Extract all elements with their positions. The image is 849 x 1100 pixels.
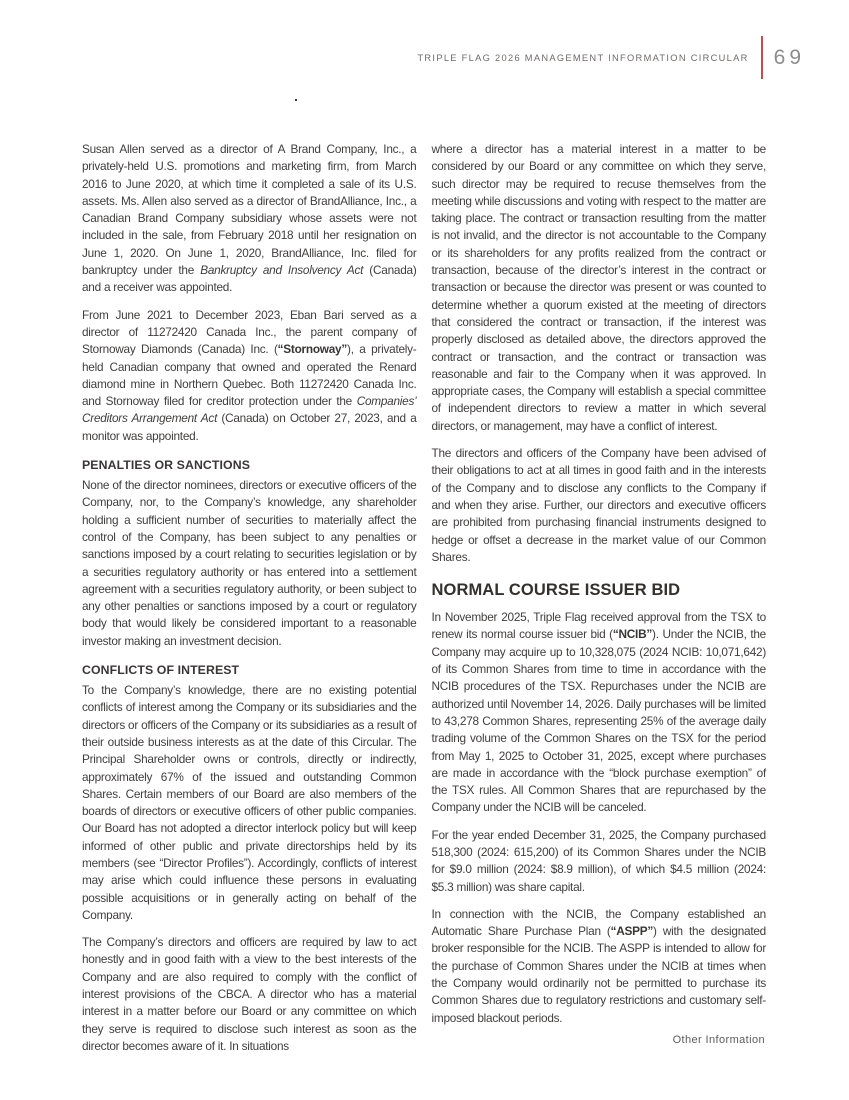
paragraph <box>432 827 767 896</box>
text-run: The Company’s directors and officers are required by law to act honestly and in good faith with a view to the best interests of the Company and are also required to comply with the conflict of interest provisions of the CBCA. A director who has a material interest in a matter before our Board or any committee on which they serve is required to disclose such interest as soon as the director becomes aware of it. In situations <box>82 935 417 1053</box>
sub-heading: PENALTIES OR SANCTIONS <box>82 458 250 473</box>
text-run-italic: Bankruptcy and Insolvency Act <box>200 263 364 278</box>
paragraph <box>82 934 417 1055</box>
stray-dot-mark <box>295 99 297 101</box>
right-column <box>432 141 767 1055</box>
header-title: TRIPLE FLAG 2026 MANAGEMENT INFORMATION CIRCULAR <box>417 52 749 63</box>
text-run: (Canada) on October 27, 2023, and a monitor was appointed. <box>82 411 417 443</box>
body-content <box>82 141 766 1055</box>
text-run-bold: “NCIB” <box>612 627 653 642</box>
footer-section-label: Other Information <box>672 1034 765 1046</box>
text-run: ). Under the NCIB, the Company may acquire up to 10,328,075 (2024 NCIB: 10,071,642) of its Common Shares from time to time in accordance with the NCIB procedures of the TSX. Repurchases under the NCIB are authorized until November 14, 2026. Daily purchases will be limited to 43,278 Common Shares, representing 25% of the average daily trading volume of the Common Shares on the TSX for the period from May 1, 2025 to October 31, 2025, except where purchases are made in accordance with the “block purchase exemption” of the TSX rules. All Common Shares that are repurchased by the Company under the NCIB will be canceled. <box>431 627 766 815</box>
text-run-bold: “Stornoway” <box>277 342 348 357</box>
text-run: ) with the designated broker responsible for the NCIB. The ASPP is intended to allow for the purchase of Common Shares under the NCIB at times when the Company would ordinarily not be permitted to purchase its Common Shares due to regulatory restrictions and customary self-imposed blackout periods. <box>431 924 766 1025</box>
paragraph <box>432 906 767 1027</box>
paragraph <box>82 307 417 445</box>
text-run: where a director has a material interest in a matter to be considered by our Board or any committee on which they serve, such director may be required to recuse themselves from the meeting while discussions and voting with respect to the matter are taking place. The contract or transaction resulting from the matter is not invalid, and the director is not accountable to the Company or its shareholders for any profits realized from the contract or transaction, because of the director’s interest in the contract or transaction or because the director was present or was counted to determine whether a quorum existed at the meeting of directors that considered the contract or transaction, if the interest was properly disclosed as detailed above, the directors approved the contract or transaction, and the contract or transaction was reasonable and fair to the Company when it was approved. In appropriate cases, the Company will establish a special committee of independent directors to review a matter in which several directors, or management, may have a conflict of interest. <box>431 142 766 433</box>
text-run-bold: “ASPP” <box>610 924 654 939</box>
text-run: (Canada) and a receiver was appointed. <box>82 263 417 295</box>
text-run: The directors and officers of the Company have been advised of their obligations to act at all times in good faith and in the interests of the Company and to disclose any conflicts to the Company if and when they arise. Further, our directors and executive officers are prohibited from purchasing financial instruments designed to hedge or offset a decrease in the market value of our Common Shares. <box>431 446 766 564</box>
text-run: From June 2021 to December 2023, Eban Bari served as a director of 11272420 Canada Inc., the parent company of Stornoway Diamonds (Canada) Inc. ( <box>82 307 417 357</box>
section-heading: NORMAL COURSE ISSUER BID <box>431 581 681 600</box>
paragraph <box>432 609 767 817</box>
text-run-italic: Companies’ Creditors Arrangement Act <box>82 394 417 426</box>
text-run: To the Company’s knowledge, there are no existing potential conflicts of interest among the Company or its subsidiaries and the directors or officers of the Company or its subsidiaries as a result of their outside business interests as at the date of this Circular. The Principal Shareholder owns or controls, directly or indirectly, approximately 67% of the issued and outstanding Common Shares. Certain members of our Board are also members of the boards of directors or executive officers of other public companies. Our Board has not adopted a director interlock policy but will keep informed of other public and private directorships held by its members (see “Director Profiles”). Accordingly, conflicts of interest may arise which could influence these persons in evaluating possible acquisitions or in generally acting on behalf of the Company. <box>82 683 417 922</box>
paragraph <box>82 477 417 650</box>
page-header <box>417 36 805 79</box>
paragraph <box>432 445 767 566</box>
paragraph <box>82 682 417 924</box>
paragraph <box>82 141 417 297</box>
text-run: For the year ended December 31, 2025, the Company purchased 518,300 (2024: 615,200) of its Common Shares under the NCIB for $9.0 million (2024: $8.9 million), of which $4.5 million (2024: $5.3 million) was share capital. <box>431 827 766 894</box>
page-number: 69 <box>773 45 805 69</box>
text-run: None of the director nominees, directors or executive officers of the Company, nor, to the Company’s knowledge, any shareholder holding a sufficient number of securities to materially affect the control of the Company, has been subject to any penalties or sanctions imposed by a court relating to securities legislation or by a securities regulatory authority or has entered into a settlement agreement with a securities regulatory authority, or been subject to any other penalties or sanctions imposed by a court or regulatory body that would likely be considered important to a reasonable investor making an investment decision. <box>82 478 417 648</box>
text-run: ), a privately-held Canadian company that owned and operated the Renard diamond mine in Northern Quebec. Both 11272420 Canada Inc. and Stornoway filed for creditor protection under the <box>82 342 417 409</box>
paragraph <box>432 141 767 435</box>
header-accent-bar <box>761 36 763 79</box>
text-run: In November 2025, Triple Flag received approval from the TSX to renew its normal course issuer bid ( <box>431 610 766 642</box>
text-run: Susan Allen served as a director of A Brand Company, Inc., a privately-held U.S. promotions and marketing firm, from March 2016 to June 2020, at which time it completed a sale of its U.S. assets. Ms. Allen also served as a director of BrandAlliance, Inc., a Canadian Brand Company subsidiary whose assets were not included in the sale, from February 2018 until her resignation on June 1, 2020. On June 1, 2020, BrandAlliance, Inc. filed for bankruptcy under the <box>82 142 417 278</box>
text-run: In connection with the NCIB, the Company established an Automatic Share Purchase Plan ( <box>431 906 766 939</box>
left-column <box>82 141 417 1055</box>
sub-heading: CONFLICTS OF INTEREST <box>82 663 240 678</box>
